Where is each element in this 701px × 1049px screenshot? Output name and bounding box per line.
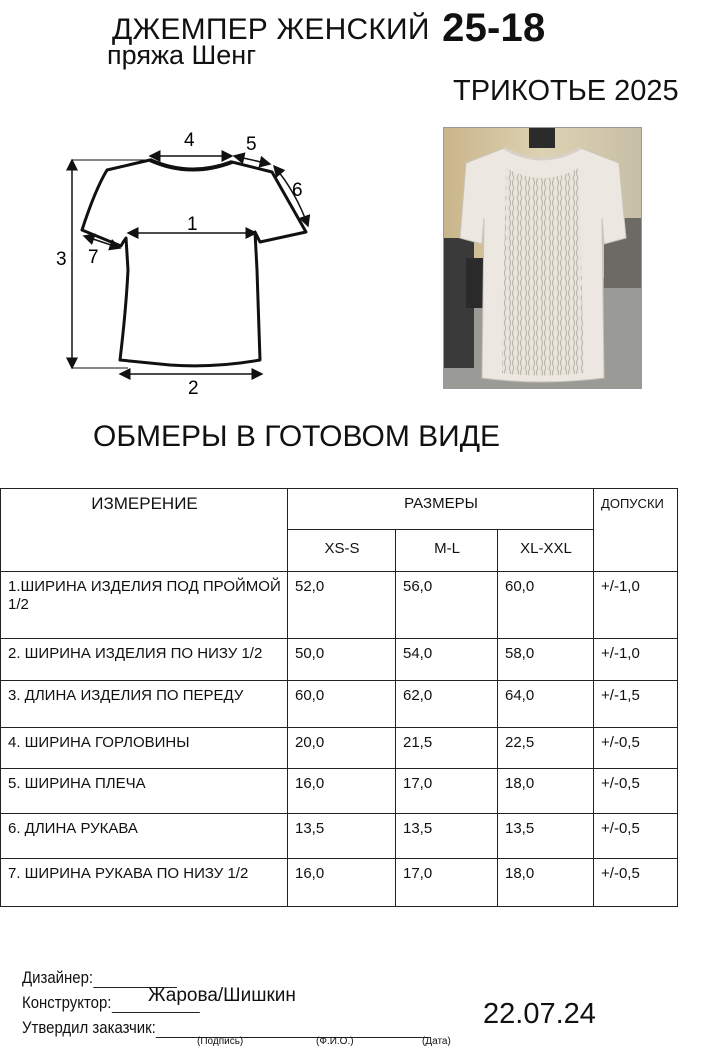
value-cell: 50,0 <box>288 639 396 681</box>
value-cell: 56,0 <box>396 572 498 639</box>
measure-name: 7. ШИРИНА РУКАВА ПО НИЗУ 1/2 <box>1 859 288 907</box>
value-cell: 18,0 <box>498 769 594 814</box>
value-cell: 17,0 <box>396 859 498 907</box>
dim-label-7: 7 <box>88 247 99 268</box>
product-photo <box>443 127 642 389</box>
header-sizes: РАЗМЕРЫ <box>288 489 594 530</box>
dim-label-2: 2 <box>188 378 199 399</box>
value-cell: 13,5 <box>396 814 498 859</box>
value-cell: 20,0 <box>288 728 396 769</box>
approved-label: Утвердил заказчик: <box>22 1018 156 1037</box>
tolerance-cell: +/-0,5 <box>594 814 678 859</box>
dim-label-5: 5 <box>246 134 257 155</box>
table-row <box>1 769 678 814</box>
measure-name: 6. ДЛИНА РУКАВА <box>1 814 288 859</box>
value-cell: 64,0 <box>498 681 594 728</box>
value-cell: 18,0 <box>498 859 594 907</box>
measurements-table <box>0 488 678 907</box>
measure-name: 3. ДЛИНА ИЗДЕЛИЯ ПО ПЕРЕДУ <box>1 681 288 728</box>
measure-name: 5. ШИРИНА ПЛЕЧА <box>1 769 288 814</box>
measure-name: 1.ШИРИНА ИЗДЕЛИЯ ПОД ПРОЙМОЙ 1/2 <box>1 572 288 639</box>
value-cell: 16,0 <box>288 769 396 814</box>
table-row <box>1 681 678 728</box>
header-tolerance: ДОПУСКИ <box>594 489 678 572</box>
size-header: M-L <box>396 530 498 572</box>
title-text: ДЖЕМПЕР ЖЕНСКИЙ <box>112 13 430 46</box>
tolerance-cell: +/-1,0 <box>594 639 678 681</box>
value-cell: 54,0 <box>396 639 498 681</box>
table-row <box>1 639 678 681</box>
dim-label-6: 6 <box>292 180 303 201</box>
approval-line <box>22 1018 429 1038</box>
table-row <box>1 814 678 859</box>
tolerance-cell: +/-1,5 <box>594 681 678 728</box>
header-measure: ИЗМЕРЕНИЕ <box>1 489 288 572</box>
value-cell: 60,0 <box>498 572 594 639</box>
tolerance-cell: +/-0,5 <box>594 728 678 769</box>
value-cell: 13,5 <box>288 814 396 859</box>
tshirt-outline <box>82 160 306 366</box>
signature-caption: (Подпись) <box>197 1036 244 1047</box>
section-heading: ОБМЕРЫ В ГОТОВОМ ВИДЕ <box>93 420 501 453</box>
value-cell: 21,5 <box>396 728 498 769</box>
value-cell: 13,5 <box>498 814 594 859</box>
value-cell: 22,5 <box>498 728 594 769</box>
table-row <box>1 728 678 769</box>
value-cell: 17,0 <box>396 769 498 814</box>
value-cell: 62,0 <box>396 681 498 728</box>
dim-label-4: 4 <box>184 130 195 151</box>
size-header: XL-XXL <box>498 530 594 572</box>
tolerance-cell: +/-1,0 <box>594 572 678 639</box>
table-row <box>1 859 678 907</box>
document-date: 22.07.24 <box>483 998 596 1030</box>
yarn-label: пряжа Шенг <box>107 40 257 70</box>
dim-label-3: 3 <box>56 249 67 270</box>
name-caption: (Ф.И.О.) <box>316 1036 354 1047</box>
value-cell: 60,0 <box>288 681 396 728</box>
season-label: ТРИКОТЬЕ 2025 <box>453 75 679 107</box>
designer-label: Дизайнер: <box>22 968 94 987</box>
tolerance-cell: +/-0,5 <box>594 859 678 907</box>
model-code: 25-18 <box>442 6 546 50</box>
tolerance-cell: +/-0,5 <box>594 769 678 814</box>
size-header: XS-S <box>288 530 396 572</box>
date-caption: (Дата) <box>422 1036 451 1047</box>
value-cell: 52,0 <box>288 572 396 639</box>
dim-label-1: 1 <box>187 214 198 235</box>
garment-diagram <box>50 120 330 410</box>
value-cell: 58,0 <box>498 639 594 681</box>
value-cell: 16,0 <box>288 859 396 907</box>
measure-name: 2. ШИРИНА ИЗДЕЛИЯ ПО НИЗУ 1/2 <box>1 639 288 681</box>
table-row <box>1 572 678 639</box>
constructor-blank <box>111 1012 199 1013</box>
constructor-label: Конструктор: <box>22 993 112 1012</box>
constructor-name: Жарова/Шишкин <box>148 985 296 1006</box>
measure-name: 4. ШИРИНА ГОРЛОВИНЫ <box>1 728 288 769</box>
